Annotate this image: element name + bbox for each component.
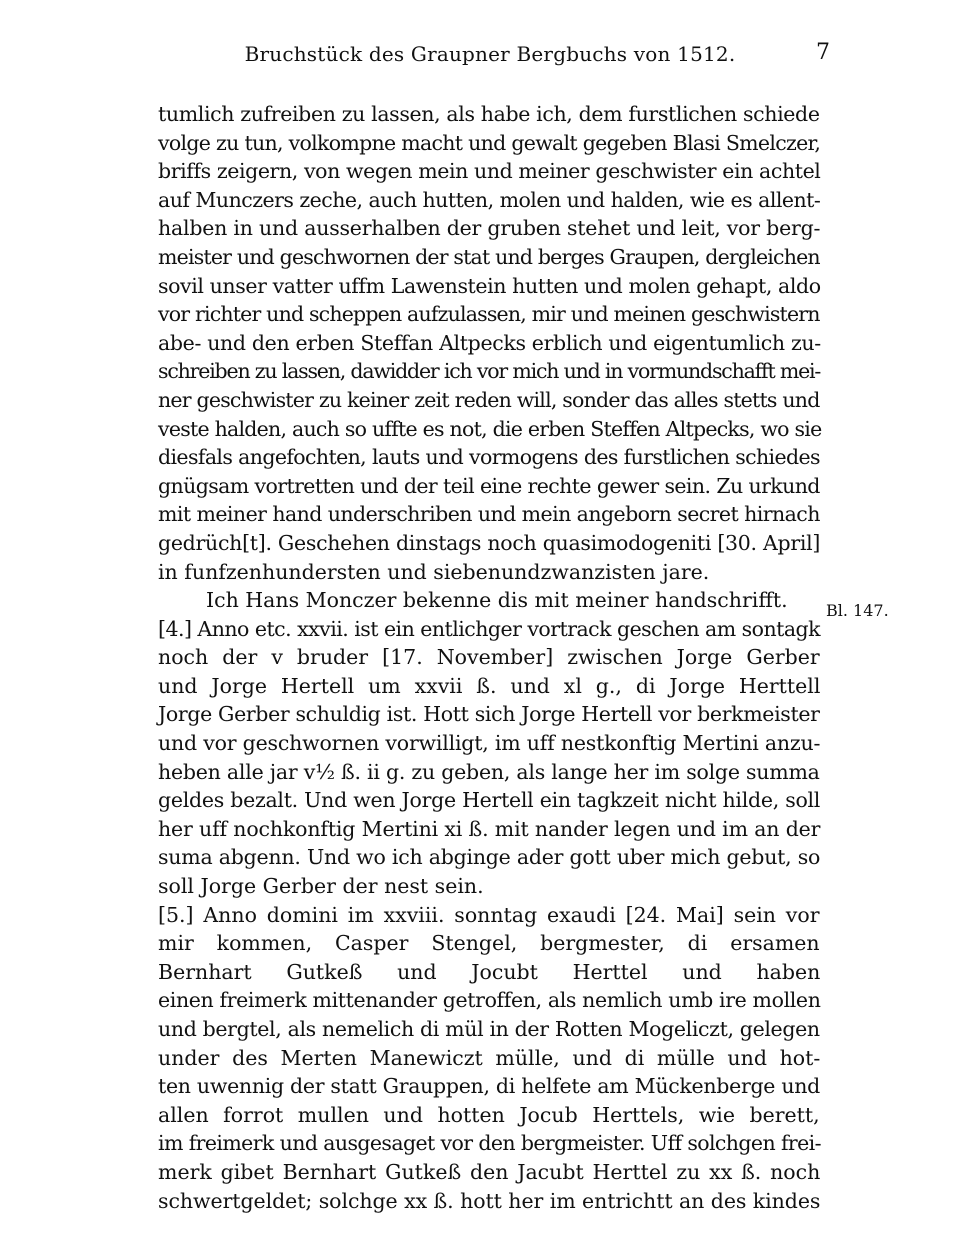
text-line: Jorge Gerber schuldig ist. Hott sich Jorge Hertell vor berkmeister — [158, 702, 820, 727]
text-line: volge zu tun, volkompne macht und gewalt gegeben Blasi Smelczer, — [158, 130, 821, 155]
text-line: ner geschwister zu keiner zeit reden will, sonder das alles stetts und — [158, 387, 820, 412]
text-line: heben alle jar v½ ß. ii g. zu geben, als lange her im solge summa — [158, 759, 820, 784]
text-line: abe- und den erben Steffan Altpecks erblich und eigentumlich zu- — [158, 330, 821, 355]
text-line: in funfzenhundersten und siebenundzwanzisten jare. — [158, 559, 710, 584]
text-line: noch der v bruder [17. November] zwischen Jorge Gerber — [158, 645, 820, 670]
text-line: merk gibet Bernhart Gutkeß den Jacubt Herttel zu xx ß. noch — [158, 1159, 821, 1184]
entry-4-start: [4.] Anno etc. xxvii. ist ein entlichger vortrack geschen am sontagk — [158, 616, 821, 641]
text-line: diesfals angefochten, lauts und vormogens des furstlichen schiedes — [158, 445, 820, 470]
text-line: veste halden, auch so uffte es not, die erben Steffen Altpecks, wo sie — [158, 416, 822, 441]
text-line: tumlich zufreiben zu lassen, als habe ich, dem furstlichen schiede — [158, 102, 820, 126]
text-line: suma abgenn. Und wo ich abginge ader gott uber mich gebut, so — [158, 845, 821, 870]
text-line: meister und geschwornen der stat und berges Graupen, dergleichen — [158, 244, 820, 269]
text-line: briffs zeigern, von wegen mein und meiner geschwister ein achtel — [158, 159, 821, 184]
text-line: und vor geschwornen vorwilligt, im uff nestkonftig Mertini anzu- — [158, 731, 821, 756]
text-line: und Jorge Hertell um xxvii ß. und xl g., di Jorge Herttell — [158, 673, 821, 698]
text-line: geldes bezalt. Und wen Jorge Hertell ein tagkzeit nicht hilde, soll — [158, 788, 821, 813]
text-line: vor richter und scheppen aufzulassen, mir und meinen geschwistern — [158, 302, 820, 327]
margin-note: Bl. 147. — [826, 601, 889, 620]
text-line: schwertgeldet; solchge xx ß. hott her im entrichtt an des kindes — [158, 1188, 821, 1213]
text-line: einen freimerk mittenander getroffen, als nemlich umb ire mollen — [158, 988, 821, 1013]
text-line: auf Munczers zeche, auch hutten, molen und halden, wie es allent- — [158, 187, 821, 212]
running-title: Bruchstück des Graupner Bergbuchs von 1512. — [244, 42, 736, 66]
text-line: gnügsam vortretten und der teil eine rechte gewer sein. Zu urkund — [158, 473, 820, 498]
running-header — [150, 38, 830, 68]
text-line: under des Merten Manewiczt mülle, und di mülle und hot- — [158, 1045, 821, 1070]
text-line: ten uwennig der statt Grauppen, di helfete am Mückenberge und — [158, 1074, 820, 1099]
body-text — [158, 100, 820, 1215]
entry-5-start: [5.] Anno domini im xxviii. sonntag exaudi [24. Mai] sein vor — [158, 902, 820, 927]
text-line: her uff nochkonftig Mertini xi ß. mit nander legen und im an der — [158, 816, 821, 841]
text-line: sovil unser vatter uffm Lawenstein hutten und molen gehapt, aldo — [158, 273, 821, 298]
text-line: halben in und ausserhalben der gruben stehet und leit, vor berg- — [158, 216, 821, 241]
signature-line: Ich Hans Monczer bekenne dis mit meiner handschrifft. — [206, 588, 788, 613]
text-line: schreiben zu lassen, dawidder ich vor mich und in vormundschafft mei- — [158, 359, 821, 384]
page-number: 7 — [816, 40, 830, 65]
text-line: im freimerk und ausgesaget vor den bergmeister. Uff solchgen frei- — [158, 1131, 821, 1156]
text-line: Bernhart Gutkeß und Jocubt Herttel und haben — [158, 959, 821, 984]
text-line: soll Jorge Gerber der nest sein. — [158, 874, 484, 899]
text-line: und bergtel, als nemelich di mül in der Rotten Mogeliczt, gelegen — [158, 1017, 820, 1041]
text-line: gedrüch[t]. Geschehen dinstags noch quasimodogeniti [30. April] — [158, 530, 821, 555]
text-line: allen forrot mullen und hotten Jocub Herttels, wie berett, — [158, 1102, 820, 1127]
text-line: mir kommen, Casper Stengel, bergmester, di ersamen — [158, 931, 820, 956]
text-line: mit meiner hand underschriben und mein angeborn secret hirnach — [158, 502, 820, 527]
